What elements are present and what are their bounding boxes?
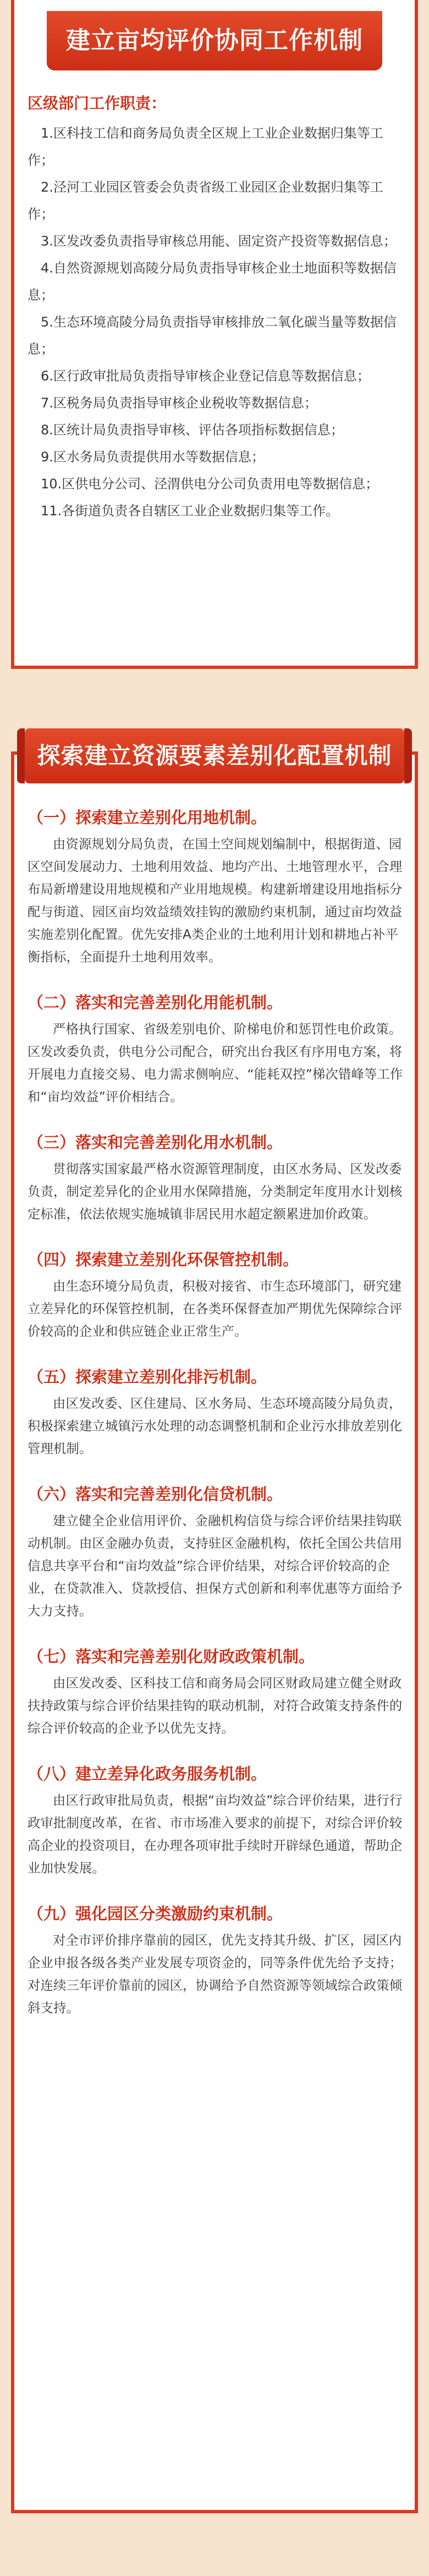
mechanism-section-land [28,804,405,968]
section-body: 由区行政审批局负责，根据“亩均效益”综合评价结果，进行行政审批制度改革，在省、市市场准入要求的前提下，对综合评价较高企业的投资项目，在办理各项审批手续时开辟绿色通道，帮助企业加快发展。 [28,1793,403,1876]
section-body: 对全市评价排序靠前的园区，优先支持其升级、扩区，园区内企业申报各级各类产业发展专项资金的，同等条件优先给予支持；对连续三年评价靠前的园区，协调给予自然资源等领域综合政策倾斜支持。 [28,1933,403,2016]
duty-item: 1.区科技工信和商务局负责全区规上工业企业数据归集等工作； [28,126,383,168]
duty-item: 5.生态环境高陵分局负责指导审核排放二氧化碳当量等数据信息； [28,314,397,357]
mechanism-section-water [28,1129,405,1226]
mechanism-section-government-service [28,1761,405,1880]
section-body: 由生态环境分局负责，积极对接省、市生态环境部门，研究建立差异化的环保管控机制，在各类环保督查加严期优先保障综合评价较高的企业和供应链企业正常生产。 [28,1279,403,1339]
mechanisms-card [11,742,418,2513]
section-title: （二）落实和完善差别化用能机制。 [28,993,283,1012]
section-body: 由区发改委、区科技工信和商务局会同区财政局建立健全财政扶持政策与综合评价结果挂钩的联动机制，对符合政策支持条件的综合评价较高的企业予以优先支持。 [28,1676,403,1736]
section-body: 严格执行国家、省级差别电价、阶梯电价和惩罚性电价政策。区发改委负责，供电分公司配合，研究出台我区有序用电方案，将开展电力直接交易、电力需求侧响应、“能耗双控”梯次错峰等工作和“亩均效益”评价相结合。 [28,1022,403,1104]
section-title: （九）强化园区分类激励约束机制。 [28,1904,283,1923]
section-body: 建立健全企业信用评价、金融机构信贷与综合评价结果挂钩联动机制。由区金融办负责，支持驻区金融机构，依托全国公共信用信息共享平台和“亩均效益”综合评价结果，对综合评价较高的企业，在贷款准入、贷款授信、担保方式创新和利率优惠等方面给予大力支持。 [28,1513,403,1619]
mechanism-section-energy [28,989,405,1108]
mechanism-section-discharge [28,1364,405,1460]
duty-item: 8.区统计局负责指导审核、评估各项指标数据信息； [41,422,344,438]
duties-card [11,0,418,669]
duty-item: 3.区发改委负责指导审核总用能、固定资产投资等数据信息； [41,233,397,249]
section-title: （六）落实和完善差别化信贷机制。 [28,1485,283,1504]
mechanism-section-credit [28,1481,405,1622]
mechanism-section-park-incentive [28,1900,405,2019]
duty-item: 6.区行政审批局负责指导审核企业登记信息等数据信息； [41,368,370,384]
section-title: （一）探索建立差别化用地机制。 [28,808,267,827]
mechanism-section-fiscal [28,1643,405,1740]
duty-item: 9.区水务局负责提供用水等数据信息； [41,449,265,465]
section-body: 由资源规划分局负责，在国土空间规划编制中，根据街道、园区空间发展动力、土地利用效益、地均产出、土地管理水平，合理布局新增建设用地规模和产业用地规模。构建新增建设用地指标分配与街道、园区亩均效益绩效挂钩的激励约束机制，通过亩均效益实施差别化配置。优先安排A类企业的土地利用计划和耕地占补平衡指标，全面提升土地利用效率。 [28,837,403,965]
section-title: （三）落实和完善差别化用水机制。 [28,1133,283,1152]
section-body: 由区发改委、区住建局、区水务局、生态环境高陵分局负责，积极探索建立城镇污水处理的动态调整机制和企业污水排放差别化管理机制。 [28,1396,403,1456]
duty-item: 2.泾河工业园区管委会负责省级工业园区企业数据归集等工作； [28,179,383,222]
duty-item: 4.自然资源规划高陵分局负责指导审核企业土地面积等数据信息； [28,260,397,303]
mechanism-section-environment [28,1246,405,1343]
mechanisms-card-title: 探索建立资源要素差别化配置机制 [25,728,404,783]
duties-card-title: 建立亩均评价协同工作机制 [47,11,382,70]
section-title: （四）探索建立差别化环保管控机制。 [28,1250,299,1269]
duty-item: 11.各街道负责各自辖区工业企业数据归集等工作。 [41,503,339,519]
duty-item: 7.区税务局负责指导审核企业税收等数据信息； [41,395,317,411]
mechanisms-content [28,804,405,2040]
duty-item: 10.区供电分公司、泾渭供电分公司负责用电等数据信息； [41,476,379,492]
section-title: （七）落实和完善差别化财政政策机制。 [28,1647,315,1666]
duties-content [28,92,404,525]
section-title: （八）建立差异化政务服务机制。 [28,1764,267,1783]
section-body: 贯彻落实国家最严格水资源管理制度，由区水务局、区发改委负责，制定差异化的企业用水保障措施，分类制定年度用水计划核定标准，依法依规实施城镇非居民用水超定额累进加价政策。 [28,1162,403,1222]
section-title: （五）探索建立差别化排污机制。 [28,1368,267,1386]
duties-subheading: 区级部门工作职责： [28,94,167,112]
